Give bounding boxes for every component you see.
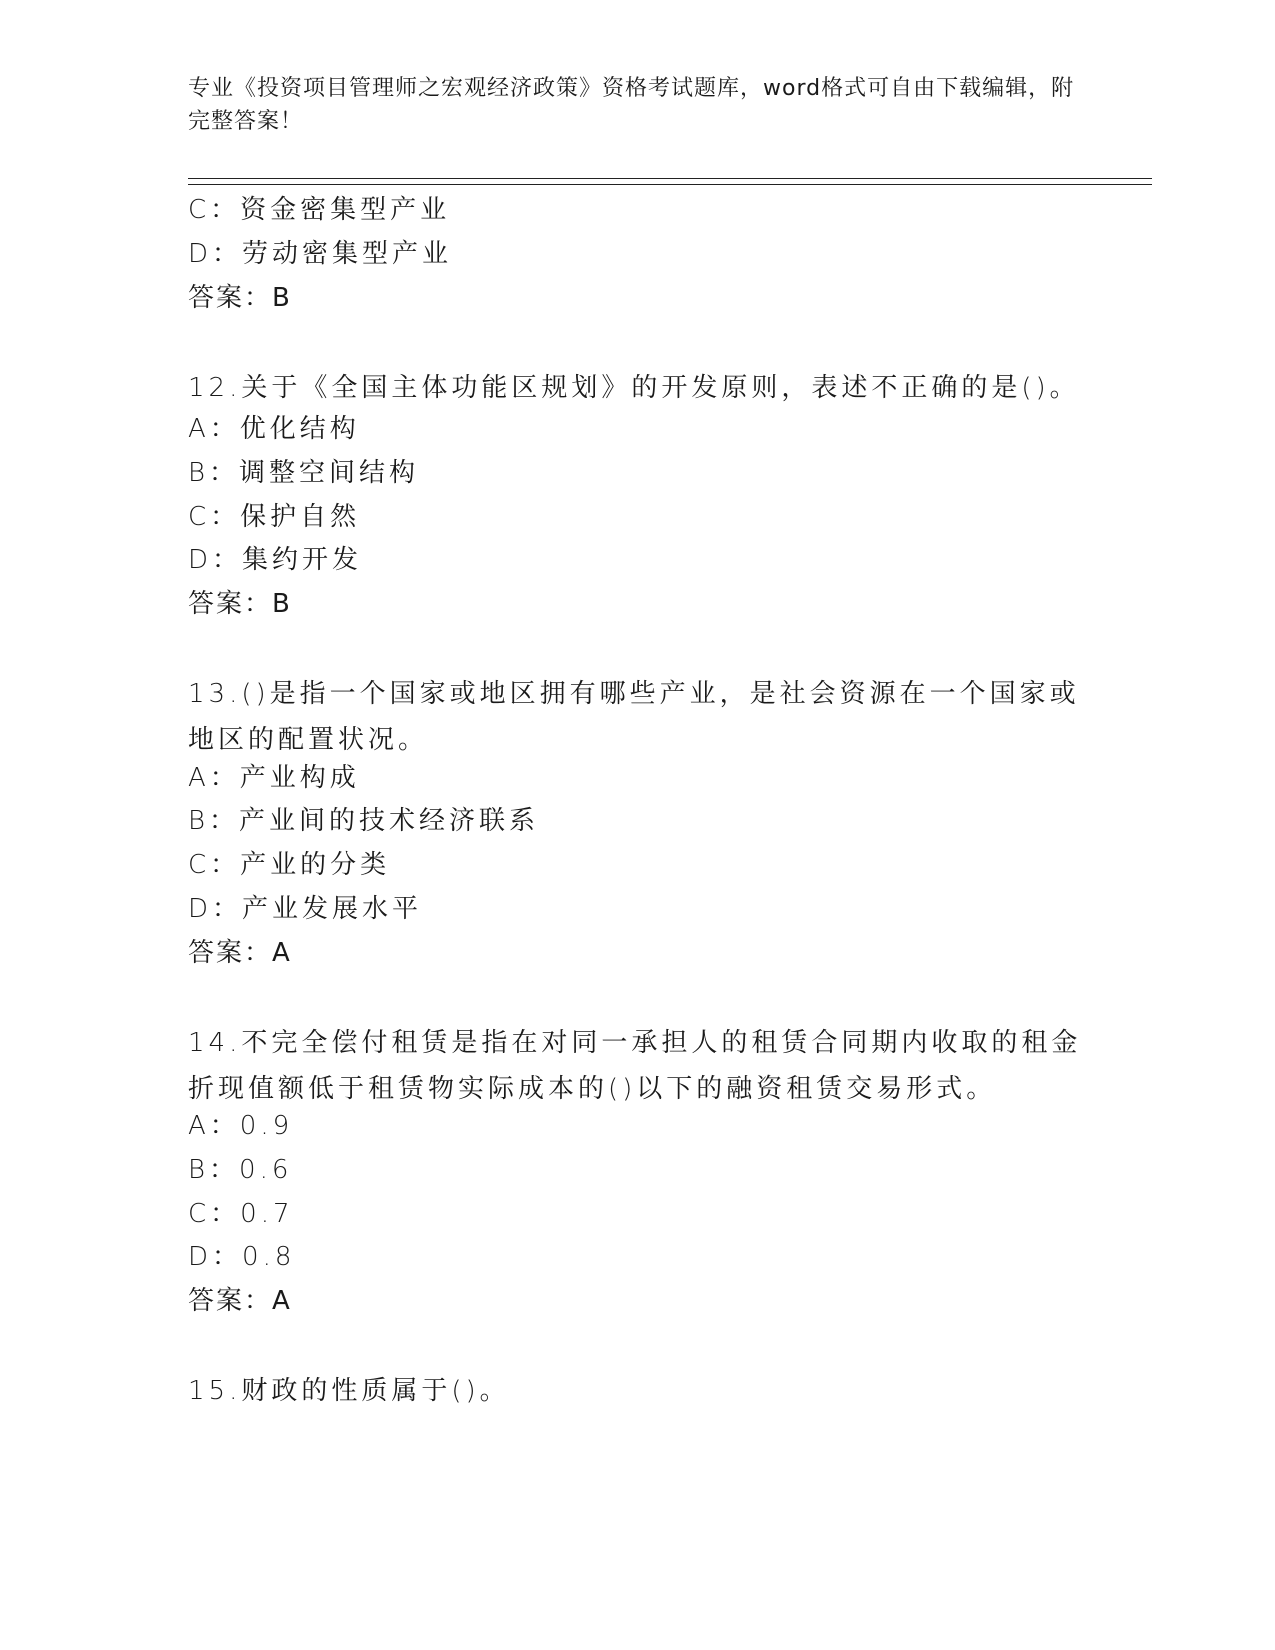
q13-option-c: C：产业的分类 xyxy=(188,850,391,880)
header-divider-top xyxy=(188,178,1152,179)
q11-option-d: D：劳动密集型产业 xyxy=(188,239,453,269)
header-divider-bottom xyxy=(188,184,1152,185)
q14-option-b: B：0.6 xyxy=(188,1155,293,1185)
q13-question: 13.()是指一个国家或地区拥有哪些产业，是社会资源在一个国家或地区的配置状况。 xyxy=(188,679,1080,755)
q15-question: 15.财政的性质属于()。 xyxy=(188,1376,510,1406)
q14-answer: 答案：A xyxy=(188,1286,292,1316)
q14-question: 14.不完全偿付租赁是指在对同一承担人的租赁合同期内收取的租金折现值额低于租赁物实际成本的()以下的融资租赁交易形式。 xyxy=(188,1028,1082,1104)
q14-option-a: A：0.9 xyxy=(188,1111,294,1141)
q12-option-b: B：调整空间结构 xyxy=(188,458,420,488)
q13-option-a: A：产业构成 xyxy=(188,763,360,793)
q14-option-c: C：0.7 xyxy=(188,1199,294,1229)
q12-answer: 答案：B xyxy=(188,589,292,619)
q13-option-b: B：产业间的技术经济联系 xyxy=(188,806,540,836)
q12-option-c: C：保护自然 xyxy=(188,502,361,532)
q13-answer: 答案：A xyxy=(188,938,292,968)
q11-answer: 答案：B xyxy=(188,283,292,313)
q12-option-d: D：集约开发 xyxy=(188,545,363,575)
q13-option-d: D：产业发展水平 xyxy=(188,894,423,924)
q11-option-c: C：资金密集型产业 xyxy=(188,195,451,225)
q12-question: 12.关于《全国主体功能区规划》的开发原则，表述不正确的是()。 xyxy=(188,373,1080,403)
q12-option-a: A：优化结构 xyxy=(188,414,360,444)
q14-option-d: D：0.8 xyxy=(188,1242,296,1272)
document-header: 专业《投资项目管理师之宏观经济政策》资格考试题库，word格式可自由下载编辑，附完整答案！ xyxy=(188,76,1075,134)
